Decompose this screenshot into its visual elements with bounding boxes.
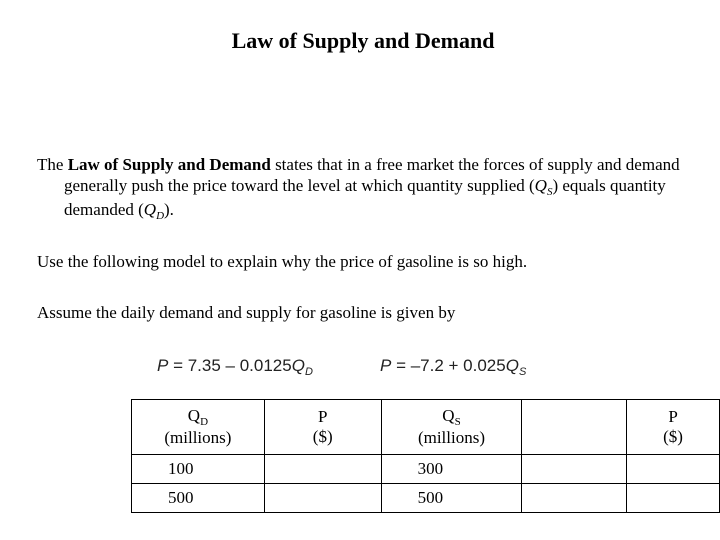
qs-subscript: S bbox=[546, 186, 553, 198]
supply-eq-var: Q bbox=[505, 356, 519, 375]
demand-eq-rhs: = 7.35 – 0.0125 bbox=[168, 356, 292, 375]
header-pd bbox=[264, 400, 381, 455]
supply-equation bbox=[380, 356, 526, 376]
cell-pd[interactable] bbox=[264, 455, 381, 484]
qs-symbol: Q bbox=[534, 176, 547, 195]
header-ps bbox=[627, 400, 720, 455]
cell-ps[interactable] bbox=[627, 484, 720, 513]
cell-spacer bbox=[522, 455, 627, 484]
header-qd-sub: D bbox=[200, 416, 209, 428]
demand-eq-lhs: P bbox=[157, 356, 169, 375]
header-pd-main: P bbox=[317, 407, 328, 426]
header-qd bbox=[132, 400, 265, 455]
supply-eq-rhs: = –7.2 + 0.025 bbox=[391, 356, 506, 375]
demand-eq-sub: D bbox=[304, 366, 313, 378]
header-ps-main: P bbox=[668, 407, 678, 426]
cell-qs: 300 bbox=[381, 455, 522, 484]
demand-equation bbox=[157, 356, 313, 376]
header-qd-main: Q bbox=[187, 406, 201, 425]
supply-eq-sub: S bbox=[518, 366, 527, 378]
cell-qd: 100 bbox=[132, 455, 265, 484]
header-qs-main: Q bbox=[442, 406, 455, 425]
table-row bbox=[132, 455, 720, 484]
cell-ps[interactable] bbox=[627, 455, 720, 484]
header-spacer bbox=[522, 400, 627, 455]
price-quantity-table bbox=[131, 399, 720, 513]
cell-spacer bbox=[522, 484, 627, 513]
intro-bold-phrase: Law of Supply and Demand bbox=[67, 155, 271, 174]
law-description bbox=[37, 154, 704, 223]
demand-eq-var: Q bbox=[291, 356, 305, 375]
assume-text: Assume the daily demand and supply for gasoline is given by bbox=[37, 303, 456, 322]
header-qd-unit: (millions) bbox=[164, 428, 232, 447]
instruction-text: Use the following model to explain why the price of gasoline is so high. bbox=[37, 252, 528, 271]
page-title: Law of Supply and Demand bbox=[231, 28, 495, 53]
cell-pd[interactable] bbox=[264, 484, 381, 513]
cell-qd: 500 bbox=[132, 484, 265, 513]
header-ps-unit: ($) bbox=[663, 427, 683, 446]
supply-eq-lhs: P bbox=[380, 356, 392, 375]
cell-qs: 500 bbox=[381, 484, 522, 513]
table-row bbox=[132, 484, 720, 513]
intro-end: ). bbox=[164, 200, 174, 219]
qd-symbol: Q bbox=[143, 200, 157, 219]
header-qs-sub: S bbox=[454, 416, 461, 428]
intro-after: states that in a free market the forces of supply and demand generally push the price toward the level at which quantity supplied ( bbox=[64, 155, 680, 195]
intro-before: The bbox=[37, 155, 68, 174]
header-qs-unit: (millions) bbox=[417, 428, 486, 447]
intro-middle: ) equals quantity demanded ( bbox=[64, 176, 666, 219]
header-pd-unit: ($) bbox=[312, 427, 333, 446]
header-qs bbox=[381, 400, 522, 455]
qd-subscript: D bbox=[156, 210, 165, 222]
table-header-row bbox=[132, 400, 720, 455]
